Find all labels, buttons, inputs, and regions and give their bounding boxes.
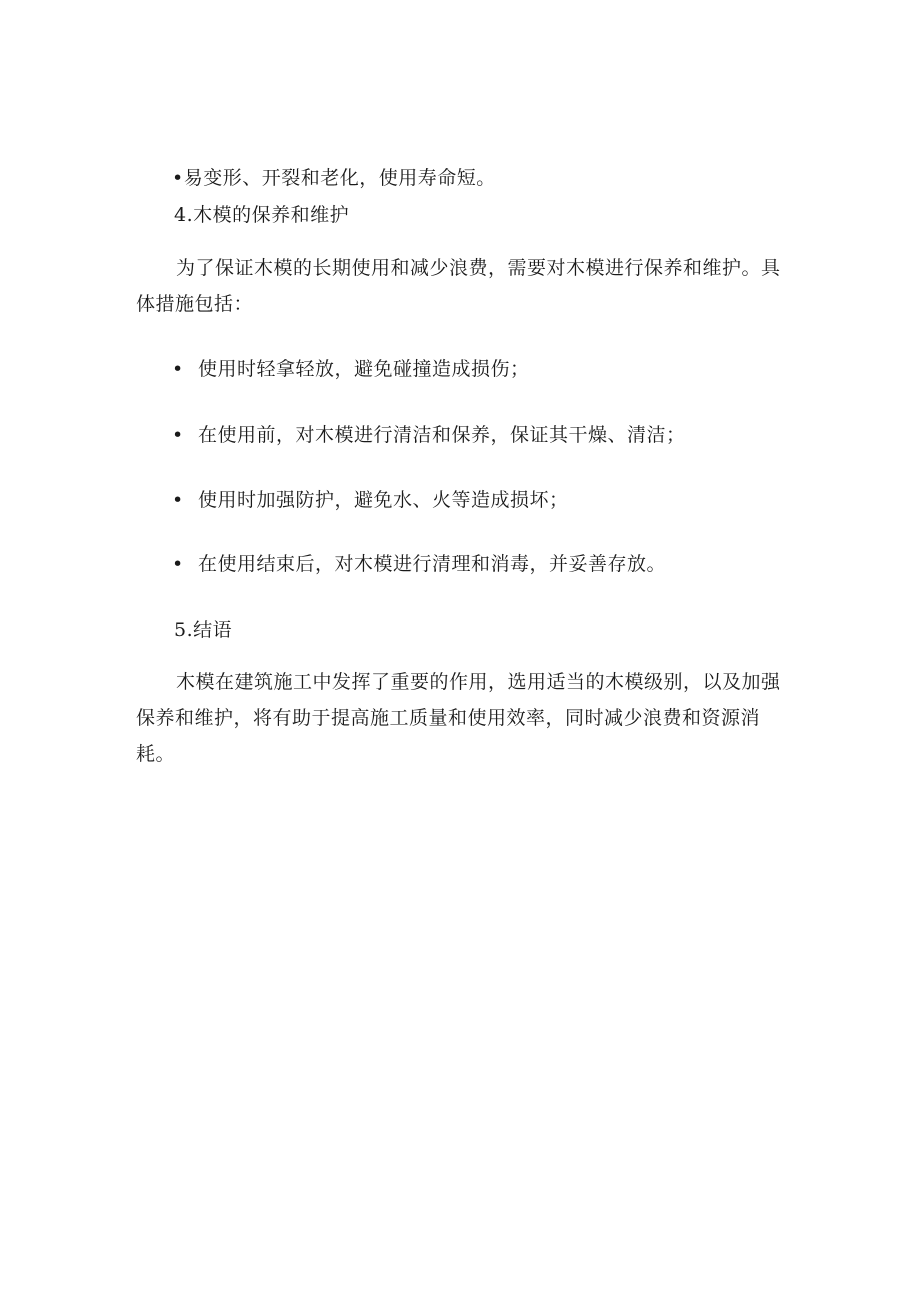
bullet-dot: •	[172, 424, 184, 446]
measure-item	[172, 423, 686, 447]
measure-text: 在使用前，对木模进行清洁和保养，保证其干燥、清洁；	[198, 424, 686, 446]
bullet-dot: •	[172, 553, 184, 575]
top-bullet-line: •易变形、开裂和老化，使用寿命短。	[172, 167, 496, 189]
measure-item	[172, 552, 666, 576]
section-4-intro-paragraph: 为了保证木模的长期使用和减少浪费，需要对木模进行保养和维护。具体措施包括：	[136, 257, 781, 315]
conclusion-paragraph: 木模在建筑施工中发挥了重要的作用，选用适当的木模级别，以及加强保养和维护，将有助于提高施工质量和使用效率，同时减少浪费和资源消耗。	[136, 671, 781, 765]
measure-text: 使用时轻拿轻放，避免碰撞造成损伤；	[198, 358, 530, 380]
section-5-heading: 5.结语	[174, 619, 233, 641]
bullet-dot: •	[172, 358, 184, 380]
measure-text: 在使用结束后，对木模进行清理和消毒，并妥善存放。	[198, 553, 667, 575]
bullet-dot: •	[172, 489, 184, 511]
measure-item	[172, 488, 569, 512]
measure-text: 使用时加强防护，避免水、火等造成损坏；	[198, 489, 569, 511]
section-4-heading: 4.木模的保养和维护	[174, 204, 350, 226]
measure-item	[172, 357, 530, 381]
